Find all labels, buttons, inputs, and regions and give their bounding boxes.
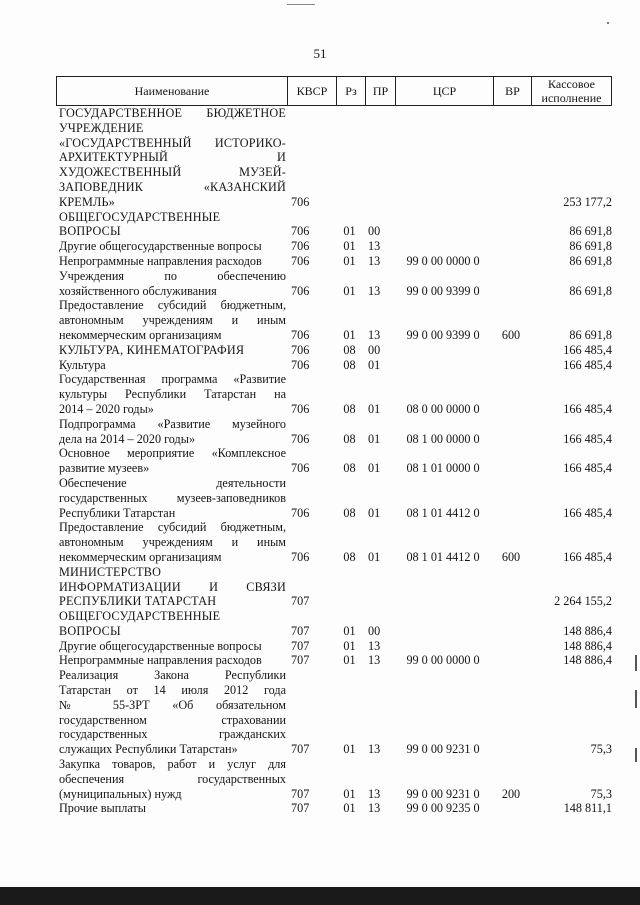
cell-csr [394, 239, 492, 254]
cell-amount: 148 886,4 [563, 638, 612, 653]
cell-rz: 08 [343, 342, 356, 357]
cell-rz: 01 [343, 801, 356, 816]
row-name-line: МИНИСТЕРСТВО [59, 564, 162, 579]
table-header [56, 76, 612, 106]
cell-kvsr: 706 [291, 401, 310, 416]
cell-pr: 01 [368, 461, 381, 476]
table-row [56, 106, 612, 210]
row-name-line: государственных музеев-заповедников [59, 490, 286, 505]
table-row [56, 372, 612, 416]
cell-kvsr: 707 [291, 594, 310, 609]
row-name-line: Другие общегосударственные вопросы [59, 638, 262, 653]
row-name [56, 298, 286, 342]
row-name [56, 446, 286, 476]
scan-edge-mark [635, 690, 637, 708]
header-kassa: Кассовое исполнение [541, 77, 602, 105]
cell-pr: 01 [368, 549, 381, 564]
row-name-line: Предоставление субсидий бюджетным, [59, 520, 286, 535]
cell-rz: 01 [343, 239, 356, 254]
cell-csr [394, 624, 492, 639]
cell-csr: 99 0 00 0000 0 [406, 253, 480, 268]
cell-vr [492, 742, 530, 757]
row-name-line: ВОПРОСЫ [59, 224, 121, 239]
row-name-line: ЗАПОВЕДНИК «КАЗАНСКИЙ [59, 179, 286, 194]
row-name-line: Реализация Закона Республики [59, 668, 286, 683]
row-name-line: 2014 – 2020 годы» [59, 401, 154, 416]
cell-kvsr: 706 [291, 253, 310, 268]
cell-csr [394, 358, 492, 373]
table-row [56, 801, 612, 816]
row-name-line: ГОСУДАРСТВЕННОЕ БЮДЖЕТНОЕ [59, 106, 286, 120]
cell-kvsr: 707 [291, 786, 310, 801]
row-name-line: некоммерческим организациям [59, 327, 222, 342]
cell-kvsr: 707 [291, 653, 310, 668]
row-name [56, 372, 286, 416]
row-name-line: РЕСПУБЛИКИ ТАТАРСТАН [59, 594, 217, 609]
cell-amount: 148 811,1 [563, 801, 612, 816]
cell-vr [492, 358, 530, 373]
cell-vr [492, 343, 530, 358]
cell-pr: 13 [368, 653, 381, 668]
cell-csr: 99 0 00 9231 0 [406, 786, 480, 801]
table-row [56, 476, 612, 520]
cell-rz: 01 [343, 224, 356, 239]
row-name-line: автономным учреждениям и иным [59, 313, 286, 328]
row-name [56, 801, 286, 816]
cell-csr: 99 0 00 9235 0 [406, 801, 480, 816]
cell-vr [492, 224, 530, 239]
header-pr: ПР [366, 77, 396, 105]
cell-pr: 00 [368, 224, 381, 239]
cell-kvsr: 706 [291, 239, 310, 254]
cell-pr: 01 [368, 431, 381, 446]
cell-csr [394, 195, 492, 210]
row-name [56, 239, 286, 254]
cell-kvsr: 706 [291, 283, 310, 298]
row-name-line: Культура [59, 357, 106, 372]
cell-amount: 166 485,4 [563, 342, 612, 357]
table-row [56, 565, 612, 609]
cell-vr [492, 239, 530, 254]
row-name-line: Учреждения по обеспечению [59, 268, 286, 283]
scan-bottom-border [0, 887, 640, 905]
cell-vr [492, 284, 530, 299]
table-row [56, 609, 612, 639]
cell-kvsr: 706 [291, 549, 310, 564]
row-name-line: ИНФОРМАТИЗАЦИИ И СВЯЗИ [59, 579, 286, 594]
cell-csr: 08 1 00 0000 0 [406, 431, 480, 446]
row-name [56, 476, 286, 520]
cell-amount: 75,3 [590, 786, 612, 801]
row-name [56, 106, 286, 210]
row-name [56, 609, 286, 639]
cell-kvsr: 706 [291, 327, 310, 342]
cell-csr: 08 0 00 0000 0 [406, 401, 480, 416]
cell-pr: 01 [368, 357, 381, 372]
cell-amount: 166 485,4 [563, 357, 612, 372]
table-body [56, 106, 612, 816]
row-name [56, 210, 286, 240]
cell-vr [492, 461, 530, 476]
header-csr: ЦСР [396, 77, 494, 105]
row-name [56, 653, 286, 668]
cell-kvsr: 706 [291, 194, 310, 209]
cell-pr: 00 [368, 342, 381, 357]
row-name-line: Подпрограмма «Развитие музейного [59, 416, 286, 431]
cell-csr [394, 639, 492, 654]
cell-pr: 13 [368, 786, 381, 801]
cell-pr: 13 [368, 801, 381, 816]
table-row [56, 446, 612, 476]
row-name-line: развитие музеев» [59, 461, 150, 476]
cell-csr: 99 0 00 9231 0 [406, 742, 480, 757]
cell-rz: 01 [343, 653, 356, 668]
cell-csr [394, 594, 492, 609]
cell-kvsr: 707 [291, 801, 310, 816]
cell-rz: 08 [343, 431, 356, 446]
cell-rz: 01 [343, 283, 356, 298]
table-row [56, 417, 612, 447]
cell-vr [492, 506, 530, 521]
row-name-line: Непрограммные направления расходов [59, 653, 262, 668]
row-name-line: ВОПРОСЫ [59, 623, 121, 638]
row-name-line: культуры Республики Татарстан на [59, 387, 286, 402]
cell-kvsr: 707 [291, 623, 310, 638]
cell-kvsr: 706 [291, 431, 310, 446]
table-row [56, 239, 612, 254]
cell-rz [335, 195, 364, 210]
scan-artifact-dot [607, 22, 609, 24]
row-name-line: ХУДОЖЕСТВЕННЫЙ МУЗЕЙ- [59, 165, 286, 180]
cell-csr [394, 224, 492, 239]
row-name-line: служащих Республики Татарстан» [59, 742, 238, 757]
cell-vr: 600 [501, 549, 521, 564]
row-name-line: Прочие выплаты [59, 801, 146, 816]
cell-pr: 13 [368, 742, 381, 757]
cell-amount: 75,3 [590, 742, 612, 757]
row-name-line: Основное мероприятие «Комплексное [59, 446, 286, 461]
row-name-line: некоммерческим организациям [59, 549, 222, 564]
row-name-line: Предоставление субсидий бюджетным, [59, 298, 286, 313]
scan-edge-mark [635, 655, 637, 671]
cell-amount: 86 691,8 [569, 239, 612, 254]
header-vr: ВР [494, 77, 532, 105]
cell-pr: 13 [368, 638, 381, 653]
table-row [56, 757, 612, 801]
row-name [56, 565, 286, 609]
cell-pr: 01 [368, 401, 381, 416]
cell-pr: 13 [368, 327, 381, 342]
row-name-line: дела на 2014 – 2020 годы» [59, 431, 196, 446]
cell-pr: 13 [368, 253, 381, 268]
cell-csr: 08 1 01 4412 0 [406, 549, 480, 564]
cell-vr [492, 624, 530, 639]
row-name [56, 358, 286, 373]
cell-csr: 99 0 00 9399 0 [406, 327, 480, 342]
row-name-line: Республики Татарстан [59, 505, 176, 520]
cell-vr [492, 653, 530, 668]
cell-amount: 86 691,8 [569, 224, 612, 239]
table-row [56, 653, 612, 668]
cell-csr: 08 1 01 4412 0 [406, 505, 480, 520]
row-name-line: «ГОСУДАРСТВЕННЫЙ ИСТОРИКО- [59, 135, 286, 150]
row-name-line: хозяйственного обслуживания [59, 283, 217, 298]
row-name-line: Непрограммные направления расходов [59, 253, 262, 268]
cell-rz [335, 594, 364, 609]
table-row [56, 668, 612, 757]
cell-vr [492, 801, 530, 816]
row-name [56, 254, 286, 269]
row-name-line: государственном страховании [59, 712, 286, 727]
cell-pr: 13 [368, 239, 381, 254]
cell-rz: 08 [343, 461, 356, 476]
table-row [56, 358, 612, 373]
table-row [56, 639, 612, 654]
cell-amount: 166 485,4 [563, 431, 612, 446]
cell-vr [492, 594, 530, 609]
cell-pr: 01 [368, 505, 381, 520]
row-name-line: автономным учреждениям и иным [59, 535, 286, 550]
cell-vr [492, 254, 530, 269]
table-row [56, 298, 612, 342]
cell-kvsr: 706 [291, 505, 310, 520]
cell-vr [492, 195, 530, 210]
row-name-line: обеспечения государственных [59, 771, 286, 786]
cell-pr: 13 [368, 283, 381, 298]
cell-pr [364, 594, 394, 609]
row-name-line: ОБЩЕГОСУДАРСТВЕННЫЕ [59, 609, 221, 624]
row-name-line: (муниципальных) нужд [59, 786, 182, 801]
header-name: Наименование [57, 77, 288, 105]
row-name-line: КРЕМЛЬ» [59, 194, 115, 209]
cell-amount: 166 485,4 [563, 401, 612, 416]
table-row [56, 343, 612, 358]
cell-pr [364, 195, 394, 210]
cell-csr: 99 0 00 9399 0 [406, 283, 480, 298]
cell-csr: 08 1 01 0000 0 [406, 461, 480, 476]
row-name-line: Другие общегосударственные вопросы [59, 239, 262, 254]
cell-rz: 01 [343, 623, 356, 638]
row-name-line: АРХИТЕКТУРНЫЙ И [59, 150, 286, 165]
row-name [56, 668, 286, 757]
cell-rz: 08 [343, 401, 356, 416]
cell-amount: 166 485,4 [563, 461, 612, 476]
row-name-line: государственных гражданских [59, 727, 286, 742]
cell-rz: 01 [343, 253, 356, 268]
cell-rz: 01 [343, 327, 356, 342]
cell-amount: 148 886,4 [563, 623, 612, 638]
cell-vr [492, 639, 530, 654]
cell-kvsr: 707 [291, 638, 310, 653]
table-row [56, 210, 612, 240]
row-name-line: УЧРЕЖДЕНИЕ [59, 120, 144, 135]
cell-rz: 01 [343, 786, 356, 801]
cell-rz: 01 [343, 638, 356, 653]
cell-csr [394, 343, 492, 358]
cell-pr: 00 [368, 623, 381, 638]
cell-amount: 86 691,8 [569, 253, 612, 268]
row-name-line: № 55-ЗРТ «Об обязательном [59, 697, 286, 712]
cell-amount: 86 691,8 [569, 327, 612, 342]
cell-amount: 253 177,2 [563, 194, 612, 209]
table-row [56, 254, 612, 269]
header-rz: Рз [337, 77, 366, 105]
cell-kvsr: 707 [291, 742, 310, 757]
cell-rz: 08 [343, 357, 356, 372]
cell-rz: 01 [343, 742, 356, 757]
cell-kvsr: 706 [291, 224, 310, 239]
row-name [56, 269, 286, 299]
row-name [56, 417, 286, 447]
row-name [56, 343, 286, 358]
cell-csr: 99 0 00 0000 0 [406, 653, 480, 668]
cell-amount: 166 485,4 [563, 549, 612, 564]
scan-artifact-line [287, 4, 315, 5]
row-name-line: Закупка товаров, работ и услуг для [59, 757, 286, 772]
cell-vr [492, 402, 530, 417]
cell-rz: 08 [343, 505, 356, 520]
row-name [56, 757, 286, 801]
table-row [56, 269, 612, 299]
table-row [56, 520, 612, 564]
cell-amount: 2 264 155,2 [554, 594, 612, 609]
page-number: 51 [313, 46, 327, 61]
cell-vr: 600 [501, 327, 521, 342]
row-name-line: ОБЩЕГОСУДАРСТВЕННЫЕ [59, 209, 221, 224]
cell-kvsr: 706 [291, 357, 310, 372]
row-name [56, 639, 286, 654]
header-kvsr: КВСР [288, 77, 337, 105]
cell-vr [492, 432, 530, 447]
cell-amount: 148 886,4 [563, 653, 612, 668]
cell-kvsr: 706 [291, 461, 310, 476]
scan-edge-mark [635, 748, 637, 762]
row-name-line: Татарстан от 14 июля 2012 года [59, 683, 286, 698]
cell-vr: 200 [501, 786, 521, 801]
cell-amount: 166 485,4 [563, 505, 612, 520]
row-name-line: Обеспечение деятельности [59, 475, 286, 490]
row-name [56, 520, 286, 564]
cell-kvsr: 706 [291, 342, 310, 357]
row-name-line: КУЛЬТУРА, КИНЕМАТОГРАФИЯ [59, 342, 245, 357]
cell-rz: 08 [343, 549, 356, 564]
cell-amount: 86 691,8 [569, 283, 612, 298]
row-name-line: Государственная программа «Развитие [59, 372, 286, 387]
